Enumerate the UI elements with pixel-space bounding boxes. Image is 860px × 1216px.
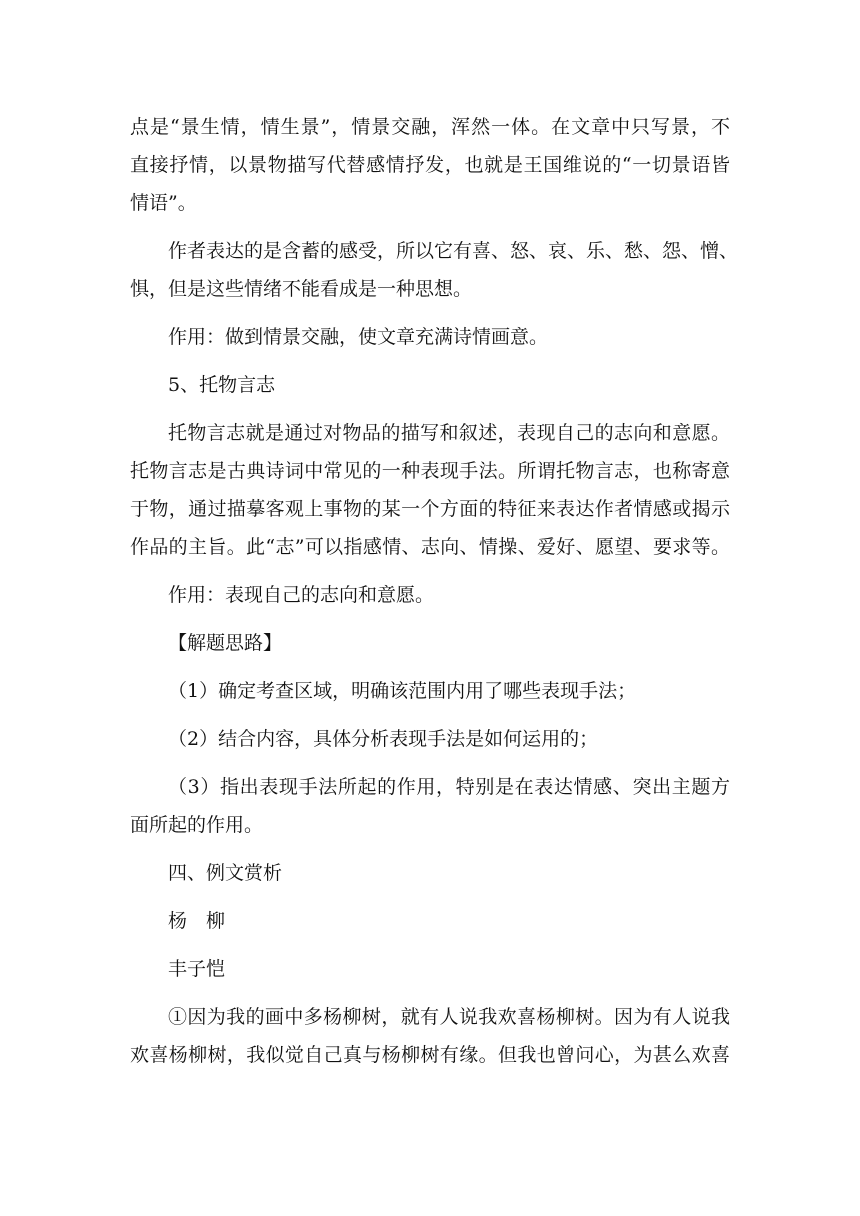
text-line: 于物，通过描摹客观上事物的某一个方面的特征来表达作者情感或揭示: [130, 498, 730, 520]
text-line: 惧，但是这些情绪不能看成是一种思想。: [130, 278, 473, 300]
section-heading: 5、托物言志: [168, 374, 276, 396]
essay-title: 杨 柳: [168, 910, 226, 932]
list-item: （2）结合内容，具体分析表现手法是如何运用的；: [168, 728, 599, 750]
text-line: 作者表达的是含蓄的感受，所以它有喜、怒、哀、乐、愁、怨、憎、: [168, 240, 739, 262]
document-body: [130, 108, 739, 1074]
text-line: 直接抒情，以景物描写代替感情抒发，也就是王国维说的“一切景语皆: [130, 154, 730, 176]
essay-author: 丰子恺: [168, 958, 226, 980]
text-line: 情语”。: [130, 192, 197, 214]
text-line: 托物言志就是通过对物品的描写和叙述，表现自己的志向和意愿。: [168, 422, 730, 444]
text-line: 欢喜杨柳树，我似觉自己真与杨柳树有缘。但我也曾问心，为甚么欢喜: [130, 1044, 730, 1066]
text-line: 作用：做到情景交融，使文章充满诗情画意。: [168, 326, 549, 348]
text-line: 点是“景生情，情生景”，情景交融，浑然一体。在文章中只写景，不: [130, 116, 730, 138]
section-heading: 四、例文赏析: [168, 862, 283, 884]
list-item: 面所起的作用。: [130, 814, 264, 836]
text-line: 作品的主旨。此“志”可以指感情、志向、情操、爱好、愿望、要求等。: [130, 536, 730, 558]
text-line: 托物言志是古典诗词中常见的一种表现手法。所谓托物言志，也称寄意: [130, 460, 730, 482]
section-heading: 【解题思路】: [168, 632, 283, 654]
text-line: 作用：表现自己的志向和意愿。: [168, 584, 435, 606]
list-item: （1）确定考查区域，明确该范围内用了哪些表现手法；: [168, 680, 637, 702]
text-line: ①因为我的画中多杨柳树，就有人说我欢喜杨柳树。因为有人说我: [168, 1006, 730, 1028]
list-item: （3）指出表现手法所起的作用，特别是在表达情感、突出主题方: [168, 776, 730, 798]
